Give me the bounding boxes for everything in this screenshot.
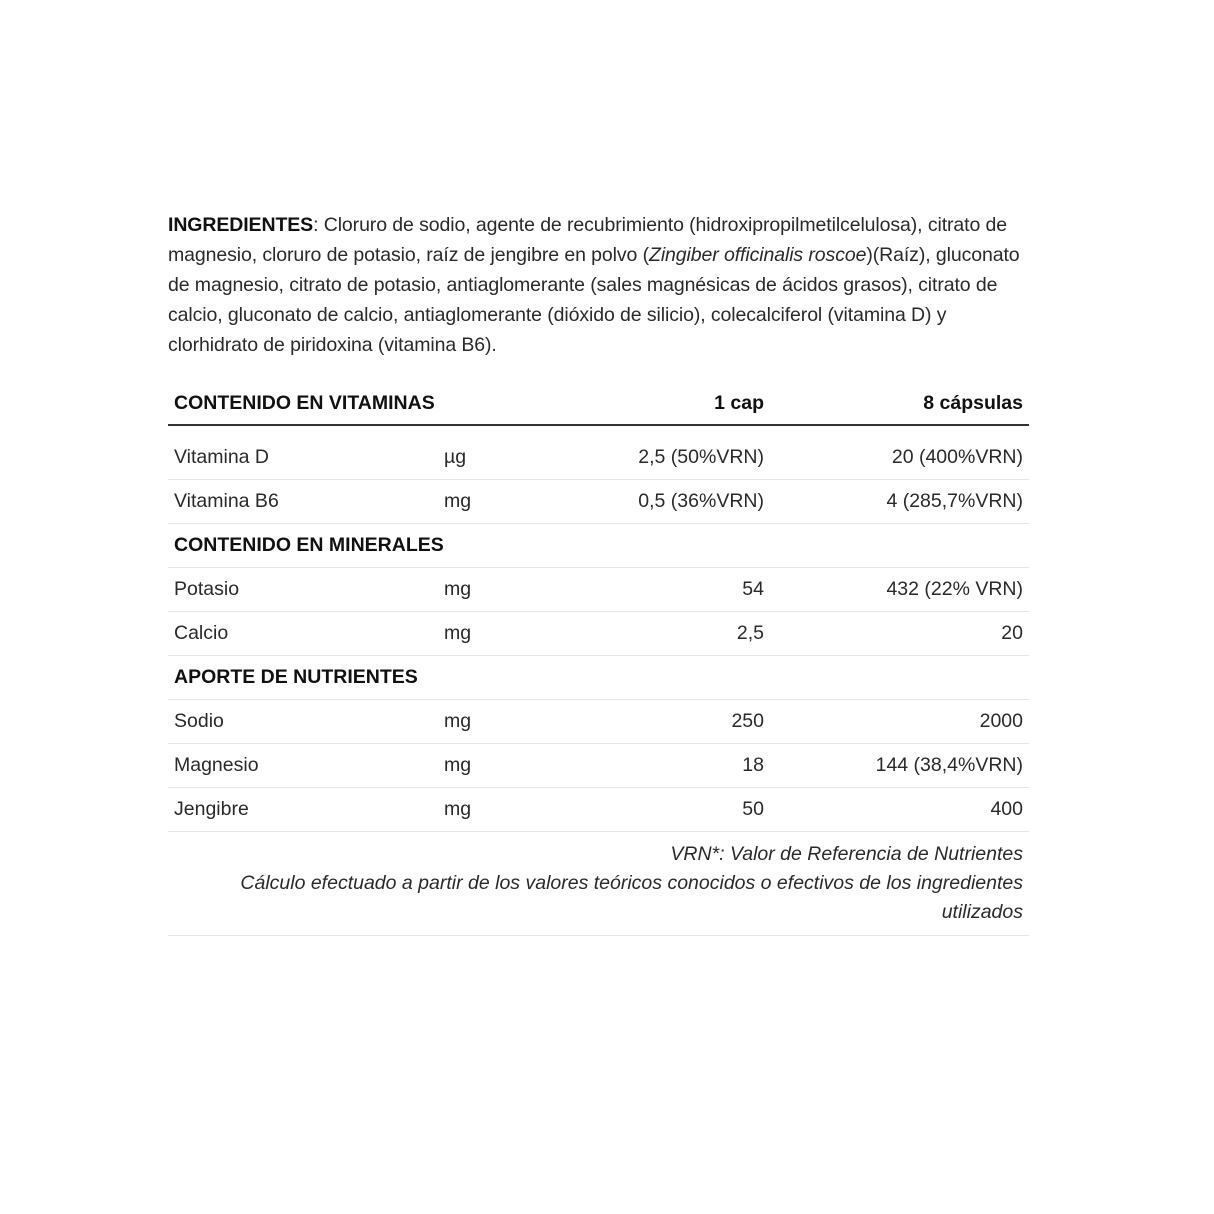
ingredients-label: INGREDIENTES — [168, 214, 314, 236]
nutrient-name: Calcio — [168, 612, 438, 656]
column-header-8-capsules: 8 cápsulas — [770, 382, 1029, 425]
table-row — [168, 744, 1029, 788]
ingredients-paragraph — [168, 210, 1029, 360]
table-row — [168, 788, 1029, 832]
table-row — [168, 436, 1029, 480]
header-spacer — [168, 425, 1029, 436]
section-row — [168, 524, 1029, 568]
value-per-8-caps: 144 (38,4%VRN) — [770, 744, 1029, 788]
ingredients-text-part-2: )(Raíz), gluconato de magnesio, citrato de potasio, antiaglomerante (sales magnésicas de ácidos grasos), citrato de calcio, gluconato de calcio, antiaglomerante (dióxido de silicio), colecalciferol (vitamina D) y clorhidrato de piridoxina (vitamina B6). — [168, 244, 1020, 356]
table-row — [168, 700, 1029, 744]
nutrient-name: Sodio — [168, 700, 438, 744]
nutrient-name: Vitamina B6 — [168, 480, 438, 524]
nutrition-table — [168, 382, 1029, 832]
value-per-8-caps: 4 (285,7%VRN) — [770, 480, 1029, 524]
nutrient-unit: mg — [438, 568, 550, 612]
product-info-sheet — [168, 210, 1029, 936]
vitamins-section-title: CONTENIDO EN VITAMINAS — [168, 382, 550, 425]
nutrient-name: Potasio — [168, 568, 438, 612]
table-header-row — [168, 382, 1029, 425]
value-per-cap: 2,5 — [550, 612, 770, 656]
ingredients-text-part-1: : Cloruro de sodio, agente de recubrimiento (hidroxipropilmetilcelulosa), citrato de magnesio, cloruro de potasio, raíz de jengibre en polvo ( — [168, 214, 1008, 266]
value-per-cap: 2,5 (50%VRN) — [550, 436, 770, 480]
table-row — [168, 568, 1029, 612]
value-per-8-caps: 2000 — [770, 700, 1029, 744]
value-per-8-caps: 20 (400%VRN) — [770, 436, 1029, 480]
nutrient-unit: mg — [438, 788, 550, 832]
nutrient-name: Jengibre — [168, 788, 438, 832]
nutrient-unit: mg — [438, 480, 550, 524]
value-per-cap: 54 — [550, 568, 770, 612]
value-per-cap: 0,5 (36%VRN) — [550, 480, 770, 524]
minerals-section-title: CONTENIDO EN MINERALES — [168, 524, 1029, 568]
value-per-8-caps: 400 — [770, 788, 1029, 832]
nutrient-unit: mg — [438, 700, 550, 744]
ingredients-botanical-name: Zingiber officinalis roscoe — [649, 244, 867, 266]
table-row — [168, 612, 1029, 656]
value-per-cap: 18 — [550, 744, 770, 788]
value-per-8-caps: 432 (22% VRN) — [770, 568, 1029, 612]
section-row — [168, 656, 1029, 700]
value-per-8-caps: 20 — [770, 612, 1029, 656]
value-per-cap: 50 — [550, 788, 770, 832]
table-row — [168, 480, 1029, 524]
footnote — [168, 832, 1029, 936]
nutrient-unit: µg — [438, 436, 550, 480]
nutrients-section-title: APORTE DE NUTRIENTES — [168, 656, 1029, 700]
value-per-cap: 250 — [550, 700, 770, 744]
nutrient-unit: mg — [438, 744, 550, 788]
footnote-calculation-note: Cálculo efectuado a partir de los valores teóricos conocidos o efectivos de los ingredientes utilizados — [240, 872, 1023, 923]
footnote-vrn-definition: VRN*: Valor de Referencia de Nutrientes — [670, 843, 1023, 865]
nutrient-name: Magnesio — [168, 744, 438, 788]
nutrient-unit: mg — [438, 612, 550, 656]
nutrient-name: Vitamina D — [168, 436, 438, 480]
column-header-1-cap: 1 cap — [550, 382, 770, 425]
